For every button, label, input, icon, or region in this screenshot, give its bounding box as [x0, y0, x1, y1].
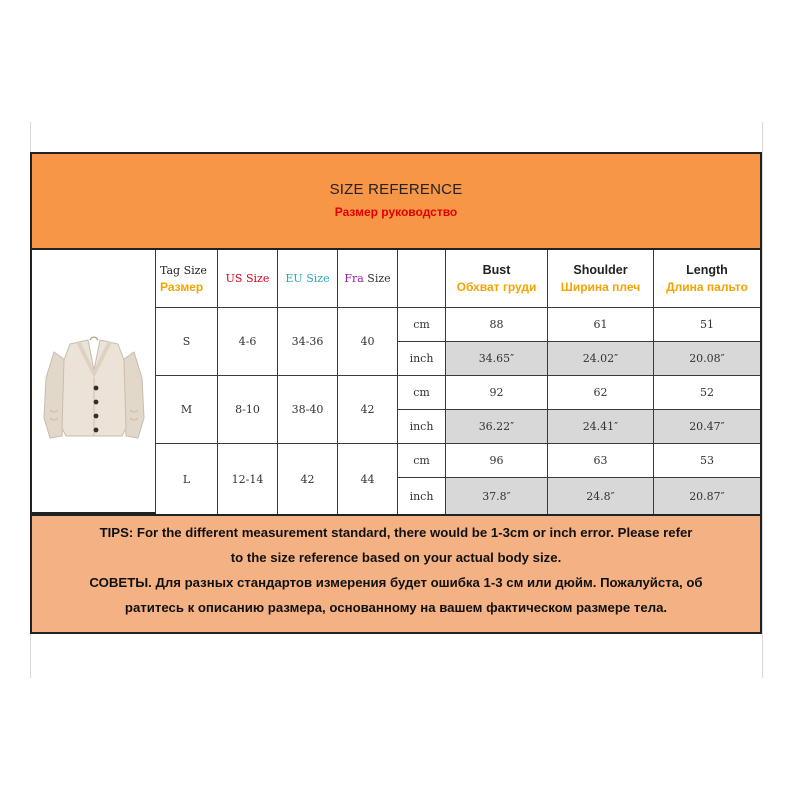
row-s-unit-cm: cm [398, 308, 446, 342]
row-s-unit-inch: inch [398, 342, 446, 376]
bust-header [446, 250, 548, 308]
tag-size-header [156, 250, 218, 308]
row-s-length-inch: 20.08″ [654, 342, 760, 376]
us-label: US [225, 272, 243, 285]
cardigan-photo-icon [32, 250, 156, 514]
shoulder-label: Shoulder [573, 262, 628, 277]
row-s-us: 4-6 [218, 308, 278, 376]
row-l-length-inch: 20.87″ [654, 478, 760, 514]
row-l-shoulder-cm: 63 [548, 444, 654, 478]
bust-label-ru: Обхват груди [456, 279, 537, 294]
us-size-header [218, 250, 278, 308]
shoulder-label-ru: Ширина плеч [560, 279, 641, 294]
row-s-shoulder-inch: 24.02″ [548, 342, 654, 376]
row-m-unit-cm: cm [398, 376, 446, 410]
tips-line-4: ратитесь к описанию размера, основанному на вашем фактическом размере тела. [124, 600, 668, 615]
length-label: Length [686, 262, 728, 277]
row-l-unit-cm: cm [398, 444, 446, 478]
row-l-us: 12-14 [218, 444, 278, 514]
row-l-eu: 42 [278, 444, 338, 514]
row-m-bust-cm: 92 [446, 376, 548, 410]
row-l-bust-inch: 37.8″ [446, 478, 548, 514]
row-s-eu: 34-36 [278, 308, 338, 376]
tips-line-2: to the size reference based on your actual body size. [230, 550, 562, 565]
chart-header [32, 154, 760, 250]
row-m-bust-inch: 36.22″ [446, 410, 548, 444]
row-s-bust-inch: 34.65″ [446, 342, 548, 376]
bust-label: Bust [482, 262, 511, 277]
row-l-bust-cm: 96 [446, 444, 548, 478]
us-size-label: Size [245, 272, 270, 285]
tips-line-3: СОВЕТЫ. Для разных стандартов измерения будет ошибка 1-3 см или дюйм. Пожалуйста, об [89, 575, 703, 590]
tips-section [32, 514, 760, 632]
product-photo-cell [32, 250, 156, 514]
tag-size-label-ru: Размер [160, 279, 204, 294]
row-m-shoulder-cm: 62 [548, 376, 654, 410]
length-label-ru: Длина пальто [666, 279, 748, 294]
row-l-shoulder-inch: 24.8″ [548, 478, 654, 514]
row-m-us: 8-10 [218, 376, 278, 444]
row-l-length-cm: 53 [654, 444, 760, 478]
fra-size-label: Size [367, 272, 391, 285]
row-m-tag: M [156, 376, 218, 444]
fra-size-header [338, 250, 398, 308]
unit-header [398, 250, 446, 308]
row-m-length-cm: 52 [654, 376, 760, 410]
row-l-fra: 44 [338, 444, 398, 514]
size-table [32, 250, 760, 514]
row-l-unit-inch: inch [398, 478, 446, 514]
row-s-length-cm: 51 [654, 308, 760, 342]
tips-line-1: TIPS: For the different measurement standard, there would be 1-3cm or inch error. Please refer [99, 525, 693, 540]
row-m-eu: 38-40 [278, 376, 338, 444]
chart-subtitle: Размер руководство [334, 205, 458, 219]
row-m-fra: 42 [338, 376, 398, 444]
row-l-tag: L [156, 444, 218, 514]
row-m-shoulder-inch: 24.41″ [548, 410, 654, 444]
length-header [654, 250, 760, 308]
fra-label: Fra [344, 272, 364, 285]
right-guide-line [762, 122, 763, 678]
tag-size-label: Tag Size [160, 263, 207, 277]
row-s-bust-cm: 88 [446, 308, 548, 342]
row-s-fra: 40 [338, 308, 398, 376]
row-m-unit-inch: inch [398, 410, 446, 444]
eu-size-label: Size [306, 272, 330, 285]
eu-size-header [278, 250, 338, 308]
chart-title: SIZE REFERENCE [329, 181, 463, 198]
eu-label: EU [285, 272, 303, 285]
row-m-length-inch: 20.47″ [654, 410, 760, 444]
row-s-tag: S [156, 308, 218, 376]
size-chart [30, 152, 762, 634]
shoulder-header [548, 250, 654, 308]
row-s-shoulder-cm: 61 [548, 308, 654, 342]
